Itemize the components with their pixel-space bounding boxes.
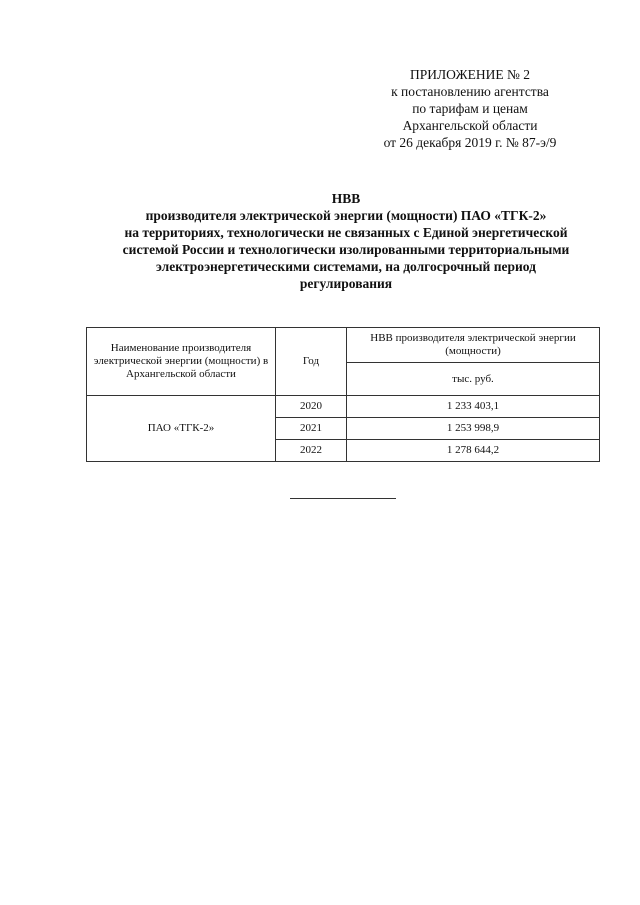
header-unit: тыс. руб. (347, 363, 600, 396)
header-producer-name: Наименование производителя электрической энергии (мощности) в Архангельской области (87, 328, 276, 396)
document-title (90, 190, 602, 292)
appendix-date-line: от 26 декабря 2019 г. № 87-э/9 (383, 135, 557, 150)
title-line-1: НВВ (331, 191, 361, 206)
cell-year: 2022 (276, 440, 347, 462)
title-line-4: системой России и технологически изолированными территориальными (122, 242, 570, 257)
appendix-agency-line: по тарифам и ценам (412, 101, 528, 116)
appendix-number: ПРИЛОЖЕНИЕ № 2 (409, 67, 531, 82)
header-nvv: НВВ производителя электрической энергии (мощности) (347, 328, 600, 363)
end-divider (290, 498, 396, 499)
appendix-header (360, 66, 580, 151)
title-line-5: электроэнергетическими системами, на долгосрочный период (156, 259, 536, 274)
appendix-reference-line: к постановлению агентства (391, 84, 549, 99)
title-line-6: регулирования (299, 276, 393, 291)
cell-year: 2021 (276, 418, 347, 440)
cell-year: 2020 (276, 396, 347, 418)
cell-producer: ПАО «ТГК-2» (87, 396, 276, 462)
table-row (87, 396, 600, 418)
cell-value: 1 233 403,1 (347, 396, 600, 418)
cell-value: 1 278 644,2 (347, 440, 600, 462)
nvv-table (86, 327, 600, 462)
table-header-row (87, 328, 600, 363)
title-line-2: производителя электрической энергии (мощности) ПАО «ТГК-2» (145, 208, 547, 223)
header-year: Год (276, 328, 347, 396)
cell-value: 1 253 998,9 (347, 418, 600, 440)
title-line-3: на территориях, технологически не связанных с Единой энергетической (124, 225, 568, 240)
appendix-region-line: Архангельской области (402, 118, 538, 133)
